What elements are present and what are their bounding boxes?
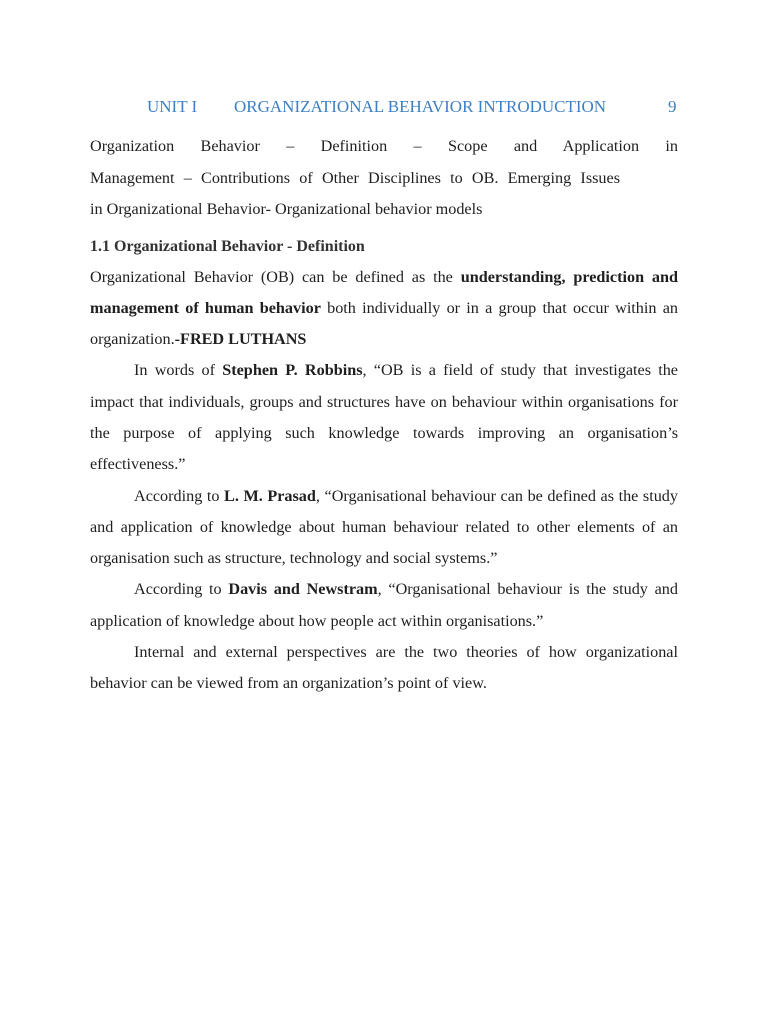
syllabus-line: in Organizational Behavior- Organizational behavior models	[90, 200, 483, 218]
unit-label: UNIT I	[147, 97, 198, 116]
davis-paragraph	[90, 574, 678, 637]
paragraph-text: , “Organisational behaviour is the study and application of knowledge about how people act within organisations.”	[90, 580, 678, 630]
paragraph-text: According to	[134, 580, 229, 599]
unit-header	[0, 97, 768, 121]
paragraph-text: both individually or in a group that occur within an organization.	[90, 298, 678, 349]
unit-title: ORGANIZATIONAL BEHAVIOR INTRODUCTION	[234, 97, 607, 116]
paragraph-text: , “Organisational behaviour can be defined as the study and application of knowledge about human behaviour related to other elements of an organisation such as structure, technology and social systems.”	[90, 486, 678, 568]
emphasis-text: understanding, prediction and management of human behavior	[90, 267, 679, 317]
definition-paragraph	[90, 262, 678, 356]
paragraph-text: According to	[134, 486, 225, 505]
unit-hours: 9	[668, 97, 677, 116]
author-name: -FRED LUTHANS	[174, 330, 307, 349]
paragraph-text: , “OB is a field of study that investigates the impact that individuals, groups and structures have on behaviour within organisations for the purpose of applying such knowledge towards improving an organisation’s effectiveness.”	[90, 361, 678, 474]
author-name: L. M. Prasad	[224, 486, 316, 505]
paragraph-text: Organizational Behavior (OB) can be defined as the	[90, 267, 461, 286]
section-heading: 1.1 Organizational Behavior - Definition	[90, 237, 365, 255]
author-name: Stephen P. Robbins	[222, 361, 363, 380]
syllabus-line: Organization Behavior – Definition – Scope and Application in	[90, 137, 678, 155]
prasad-paragraph	[90, 481, 678, 575]
document-body	[90, 131, 678, 700]
syllabus-line: Management – Contributions of Other Disciplines to OB. Emerging Issues	[90, 168, 620, 187]
paragraph-text: In words of	[134, 361, 223, 380]
robbins-paragraph	[90, 355, 678, 480]
perspectives-paragraph: Internal and external perspectives are the two theories of how organizational behavior can be viewed from an organization’s point of view.	[90, 643, 678, 693]
author-name: Davis and Newstram	[228, 580, 378, 599]
